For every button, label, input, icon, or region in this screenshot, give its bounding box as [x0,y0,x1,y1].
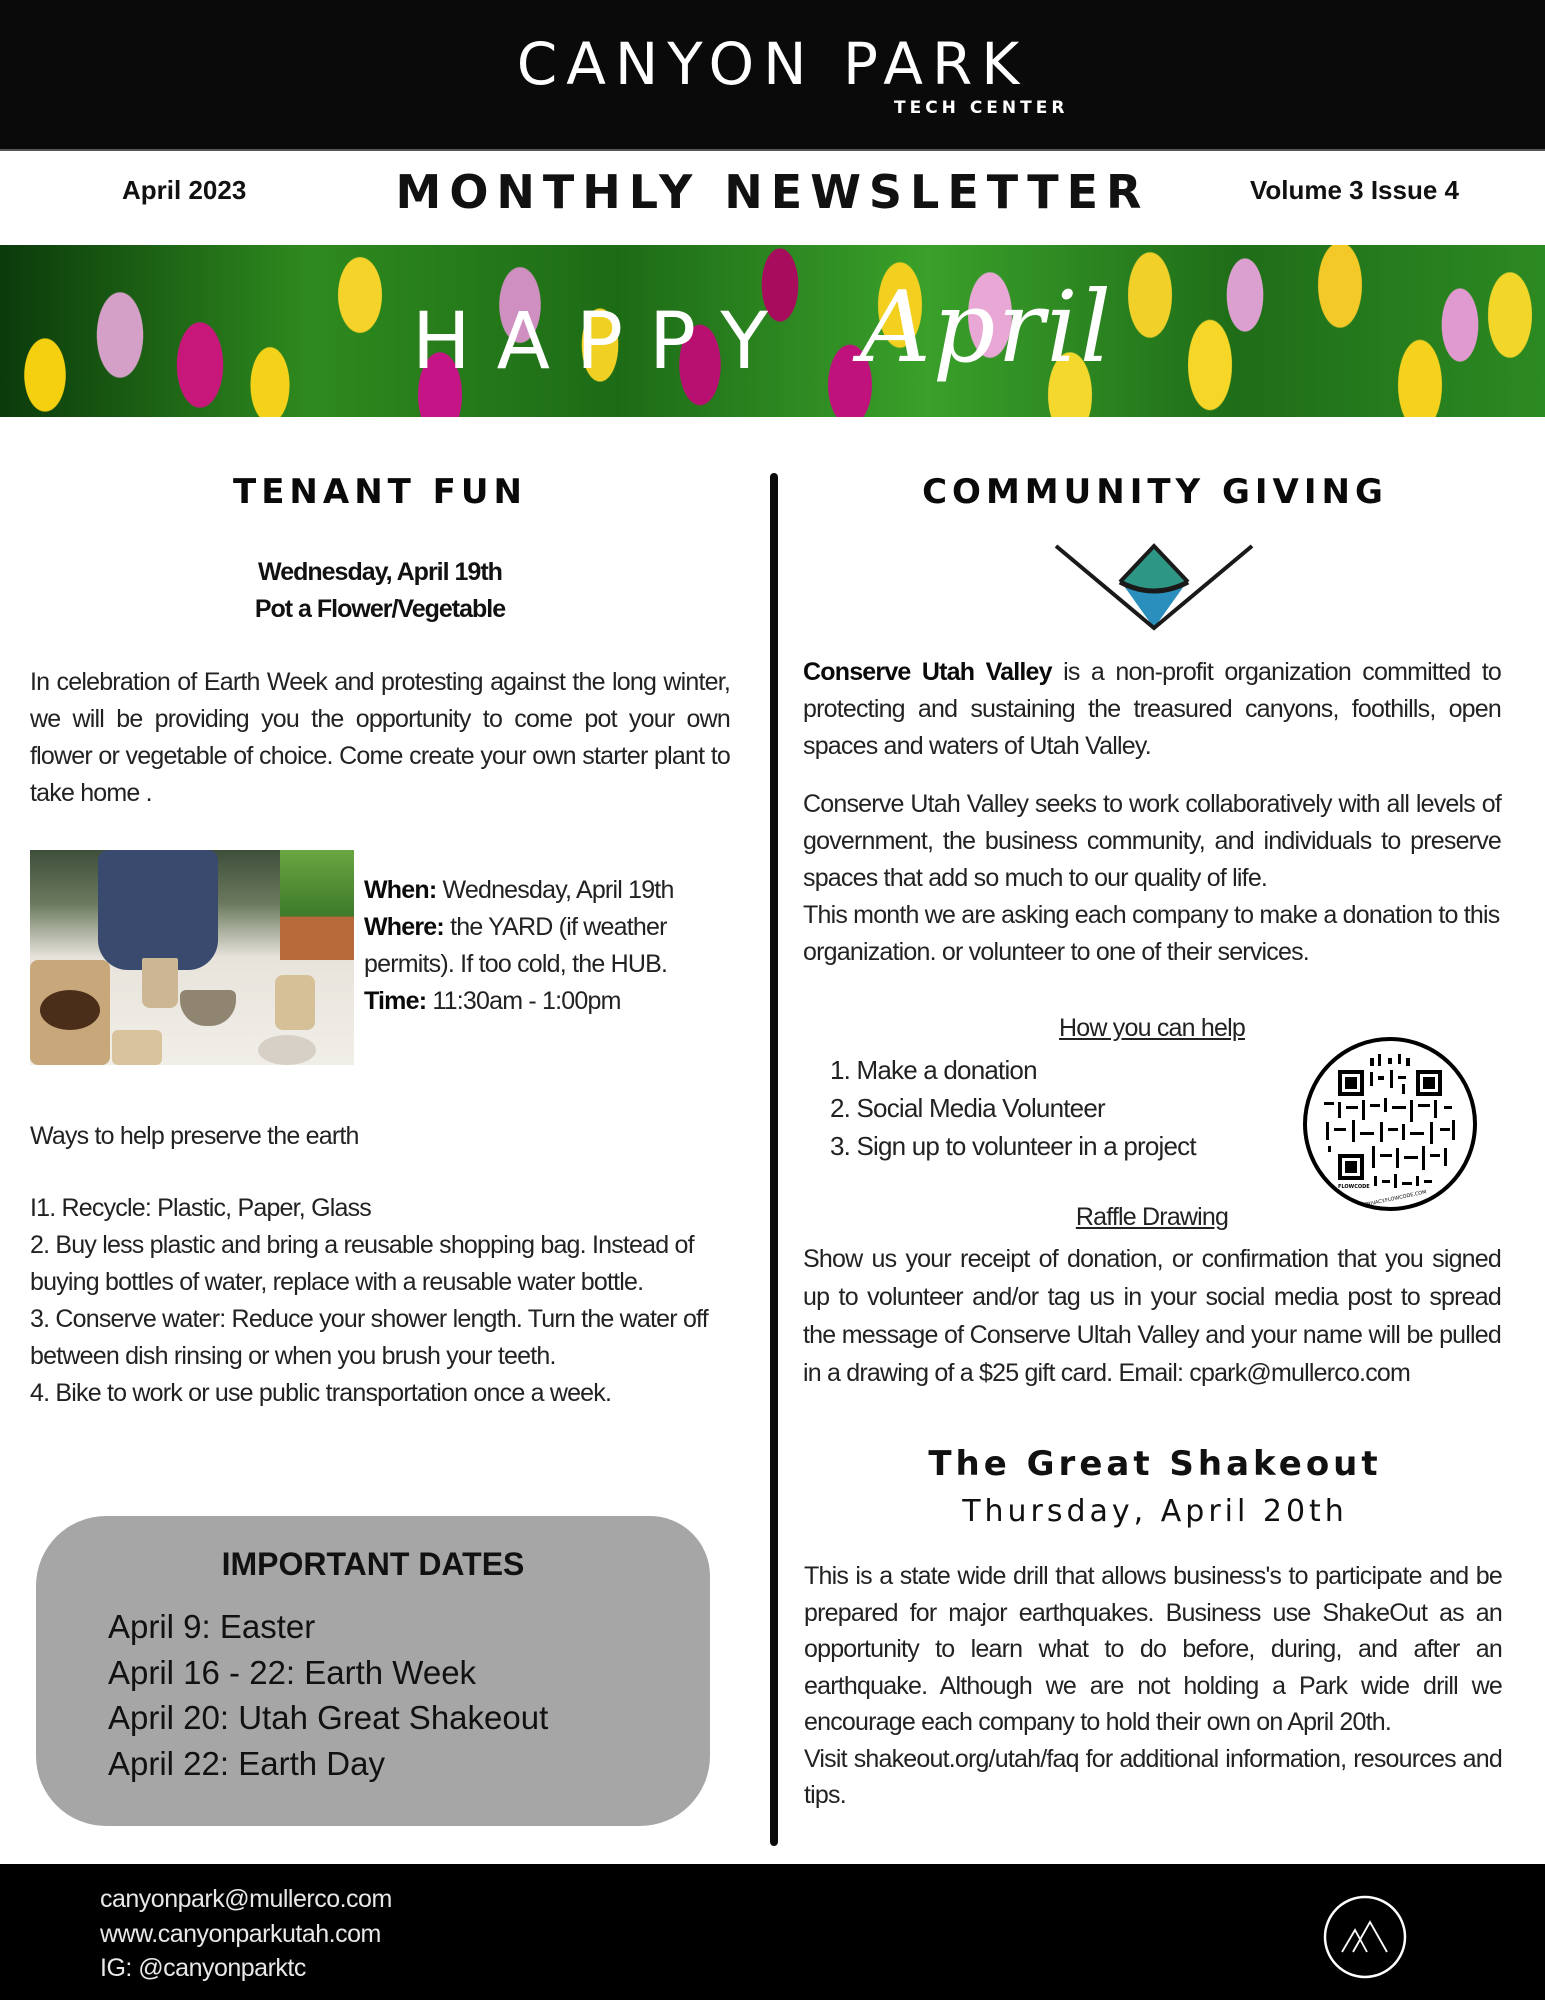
shakeout-title: The Great Shakeout [928,1444,1382,1484]
volume-issue: Volume 3 Issue 4 [1249,175,1459,205]
footer-instagram-link[interactable]: IG: @canyonparktc [100,1954,306,1982]
masthead [0,0,1545,149]
time-value: 11:30am - 1:00pm [426,987,621,1015]
issue-info-bar [0,149,1545,247]
ways-item: I1. Recycle: Plastic, Paper, Glass [30,1194,372,1222]
shakeout-date: Thursday, April 20th [962,1494,1348,1529]
tenant-fun-intro: In celebration of Earth Week and protesting against the long winter, we will be providing you the opportunity to come pot your own flower or vegetable of choice. Come create your own starter plant to take home . [30,668,730,807]
event-where [364,909,724,983]
community-giving-body [803,786,1501,971]
help-item: 1. Make a donation [830,1055,1037,1085]
time-label: Time: [364,987,427,1015]
tulip-banner-image [0,245,1545,417]
when-value: Wednesday, April 19th [436,876,674,904]
event-details [364,872,724,1020]
event-date: Wednesday, April 19th [258,558,502,586]
shakeout-description: This is a state wide drill that allows business's to participate and be prepared for major earthquakes. Business use ShakeOut as an opportunity to learn what to do before, during, and after an earthquake. Although we are not holding a Park wide drill we encourage each company to hold their own on April 20th. [804,1562,1502,1736]
donation-request: This month we are asking each company to make a donation to this organization. or volunteer to one of their services. [803,901,1500,966]
important-dates-title: IMPORTANT DATES [221,1546,525,1582]
qr-code-icon[interactable] [1302,1036,1478,1212]
ways-list [30,1190,730,1412]
community-giving-heading: COMMUNITY GIVING [922,472,1388,512]
raffle-drawing-body: Show us your receipt of donation, or confirmation that you signed up to volunteer and/or tag us in your social media post to spread the message of Conserve Ultah Valley and your name will be pulled in a drawing of a $25 gift card. Email: cpark@mullerco.com [803,1245,1501,1387]
how-you-can-help-list [830,1051,1196,1165]
event-when [364,872,724,909]
banner-april-script: April [860,271,1114,385]
important-dates-box [36,1516,710,1826]
brand-title: CANYON PARK [516,30,1029,98]
banner-happy-text: HAPPY [412,297,795,387]
ways-item: 2. Buy less plastic and bring a reusable shopping bag. Instead of buying bottles of water, replace with a reusable water bottle. [30,1231,694,1296]
shakeout-visit: Visit shakeout.org/utah/faq for additional information, resources and tips. [804,1744,1502,1809]
footer-email-link[interactable]: canyonpark@mullerco.com [100,1885,392,1913]
date-item: April 20: Utah Great Shakeout [108,1699,549,1736]
help-item: 3. Sign up to volunteer in a project [830,1131,1196,1161]
event-time [364,983,724,1020]
raffle-drawing-title: Raffle Drawing [1075,1203,1229,1231]
shakeout-body [804,1558,1502,1814]
conserve-utah-valley-logo-icon [1054,542,1254,632]
footer-contacts [100,1882,392,1986]
column-divider [770,473,778,1846]
where-label: Where: [364,913,444,941]
how-you-can-help-title: How you can help [1059,1014,1245,1042]
date-item: April 22: Earth Day [108,1744,385,1782]
help-item: 2. Social Media Volunteer [830,1093,1105,1123]
event-name: Pot a Flower/Vegetable [254,595,506,623]
date-item: April 9: Easter [108,1608,316,1645]
community-giving-intro [803,654,1501,765]
potting-plants-photo [30,850,354,1065]
newsletter-title: MONTHLY NEWSLETTER [395,165,1150,219]
collaboration-paragraph: Conserve Utah Valley seeks to work collaboratively with all levels of government, the business community, and individuals to preserve spaces that add so much to our quality of life. [803,790,1501,892]
date-item: April 16 - 22: Earth Week [108,1653,477,1691]
important-dates-list [108,1604,548,1786]
ways-title: Ways to help preserve the earth [30,1122,359,1150]
brand-subtitle: TECH CENTER [894,98,1069,118]
issue-date: April 2023 [122,175,247,205]
qr-privacy: PRIVACY.FLOWCODE.COM [1363,1189,1428,1209]
org-description: is a non-profit organization committed to protecting and sustaining the treasured canyons, foothills, open spaces and waters of Utah Valley. [803,658,1501,760]
where-value: the YARD (if weather permits). If too cold, the HUB. [364,913,668,978]
qr-label: FLOWCODE [1338,1184,1370,1190]
mountain-logo-icon [1322,1894,1408,1980]
when-label: When: [364,876,437,904]
ways-item: 3. Conserve water: Reduce your shower length. Turn the water off between dish rinsing or when you brush your teeth. [30,1305,708,1370]
footer [0,1864,1545,2000]
tenant-fun-heading: TENANT FUN [233,472,527,512]
ways-item: 4. Bike to work or use public transportation once a week. [30,1379,612,1407]
tenant-fun-event-subtitle [0,554,760,628]
org-name: Conserve Utah Valley [803,658,1052,686]
footer-website-link[interactable]: www.canyonparkutah.com [100,1919,381,1948]
